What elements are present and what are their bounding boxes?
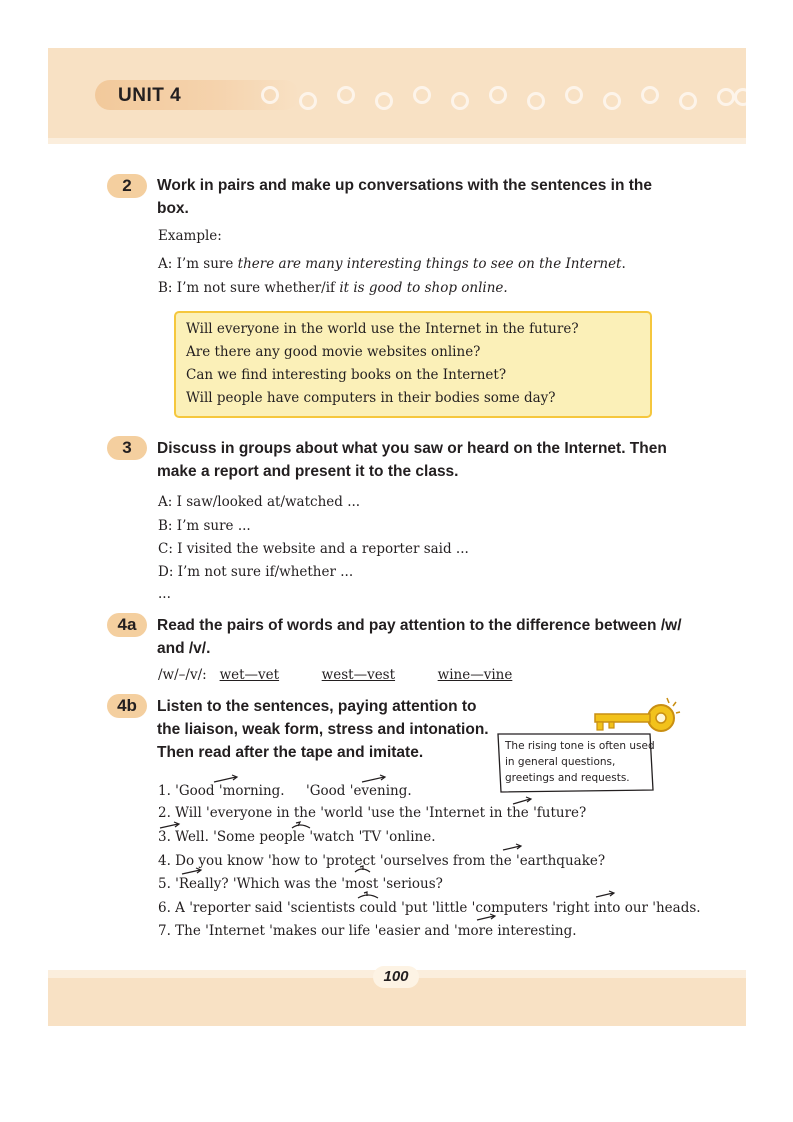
practice-sentence: 5. 'Really? 'Which was the 'most 'serious? <box>158 876 443 892</box>
exercise-2-badge: 2 <box>107 174 147 198</box>
exercise-4a-instruction: Read the pairs of words and pay attention to the difference between /w/ and /v/. <box>157 617 682 657</box>
tip-note <box>495 732 655 794</box>
box-sentence: Are there any good movie websites online? <box>186 344 481 360</box>
page-number: 100 <box>373 966 419 988</box>
decorative-circles <box>256 80 746 114</box>
discussion-line: ... <box>158 586 171 602</box>
example-label: Example: <box>158 228 222 244</box>
exercise-2-instruction: Work in pairs and make up conversations with the sentences in the box. <box>157 177 652 217</box>
header-strip <box>48 138 746 144</box>
practice-sentence: 4. Do you know 'how to 'protect 'ourselves from the 'earthquake? <box>158 853 606 869</box>
tip-note-text: The rising tone is often used in general questions, greetings and requests. <box>505 740 655 784</box>
discussion-line: C: I visited the website and a reporter said ... <box>158 541 469 557</box>
box-sentence: Can we find interesting books on the Internet? <box>186 367 507 383</box>
box-sentence: Will people have computers in their bodies some day? <box>186 390 556 406</box>
unit-title: UNIT 4 <box>118 85 182 106</box>
exercise-4a-badge: 4a <box>107 613 147 637</box>
discussion-line: A: I saw/looked at/watched ... <box>158 494 361 510</box>
exercise-4b-instruction: Listen to the sentences, paying attention to the liaison, weak form, stress and intonation. Then read after the tape and imitate. <box>157 698 489 761</box>
practice-sentence: 1. 'Good 'morning. 'Good 'evening. <box>158 783 412 799</box>
practice-sentence: 7. The 'Internet 'makes our life 'easier and 'more interesting. <box>158 923 577 939</box>
exercise-3-badge: 3 <box>107 436 147 460</box>
sentence-box <box>174 311 652 418</box>
word-pairs: /w/–/v/: wet—vet west—vest wine—vine <box>158 667 513 683</box>
practice-sentence: 6. A 'reporter said 'scientists could 'put 'little 'computers 'right into our 'heads. <box>158 900 701 916</box>
exercise-4b-badge: 4b <box>107 694 147 718</box>
exercise-3-instruction: Discuss in groups about what you saw or heard on the Internet. Then make a report and present it to the class. <box>157 440 667 480</box>
discussion-line: B: I’m sure ... <box>158 518 251 534</box>
box-sentence: Will everyone in the world use the Internet in the future? <box>186 321 579 337</box>
discussion-line: D: I’m not sure if/whether ... <box>158 564 354 580</box>
example-line-b: B: I’m not sure whether/if it is good to shop online. <box>158 280 508 296</box>
example-line-a: A: I’m sure there are many interesting things to see on the Internet. <box>158 256 626 272</box>
practice-sentence: 3. Well. 'Some people 'watch 'TV 'online. <box>158 829 436 845</box>
practice-sentence: 2. Will 'everyone in the 'world 'use the 'Internet in the 'future? <box>158 805 587 821</box>
